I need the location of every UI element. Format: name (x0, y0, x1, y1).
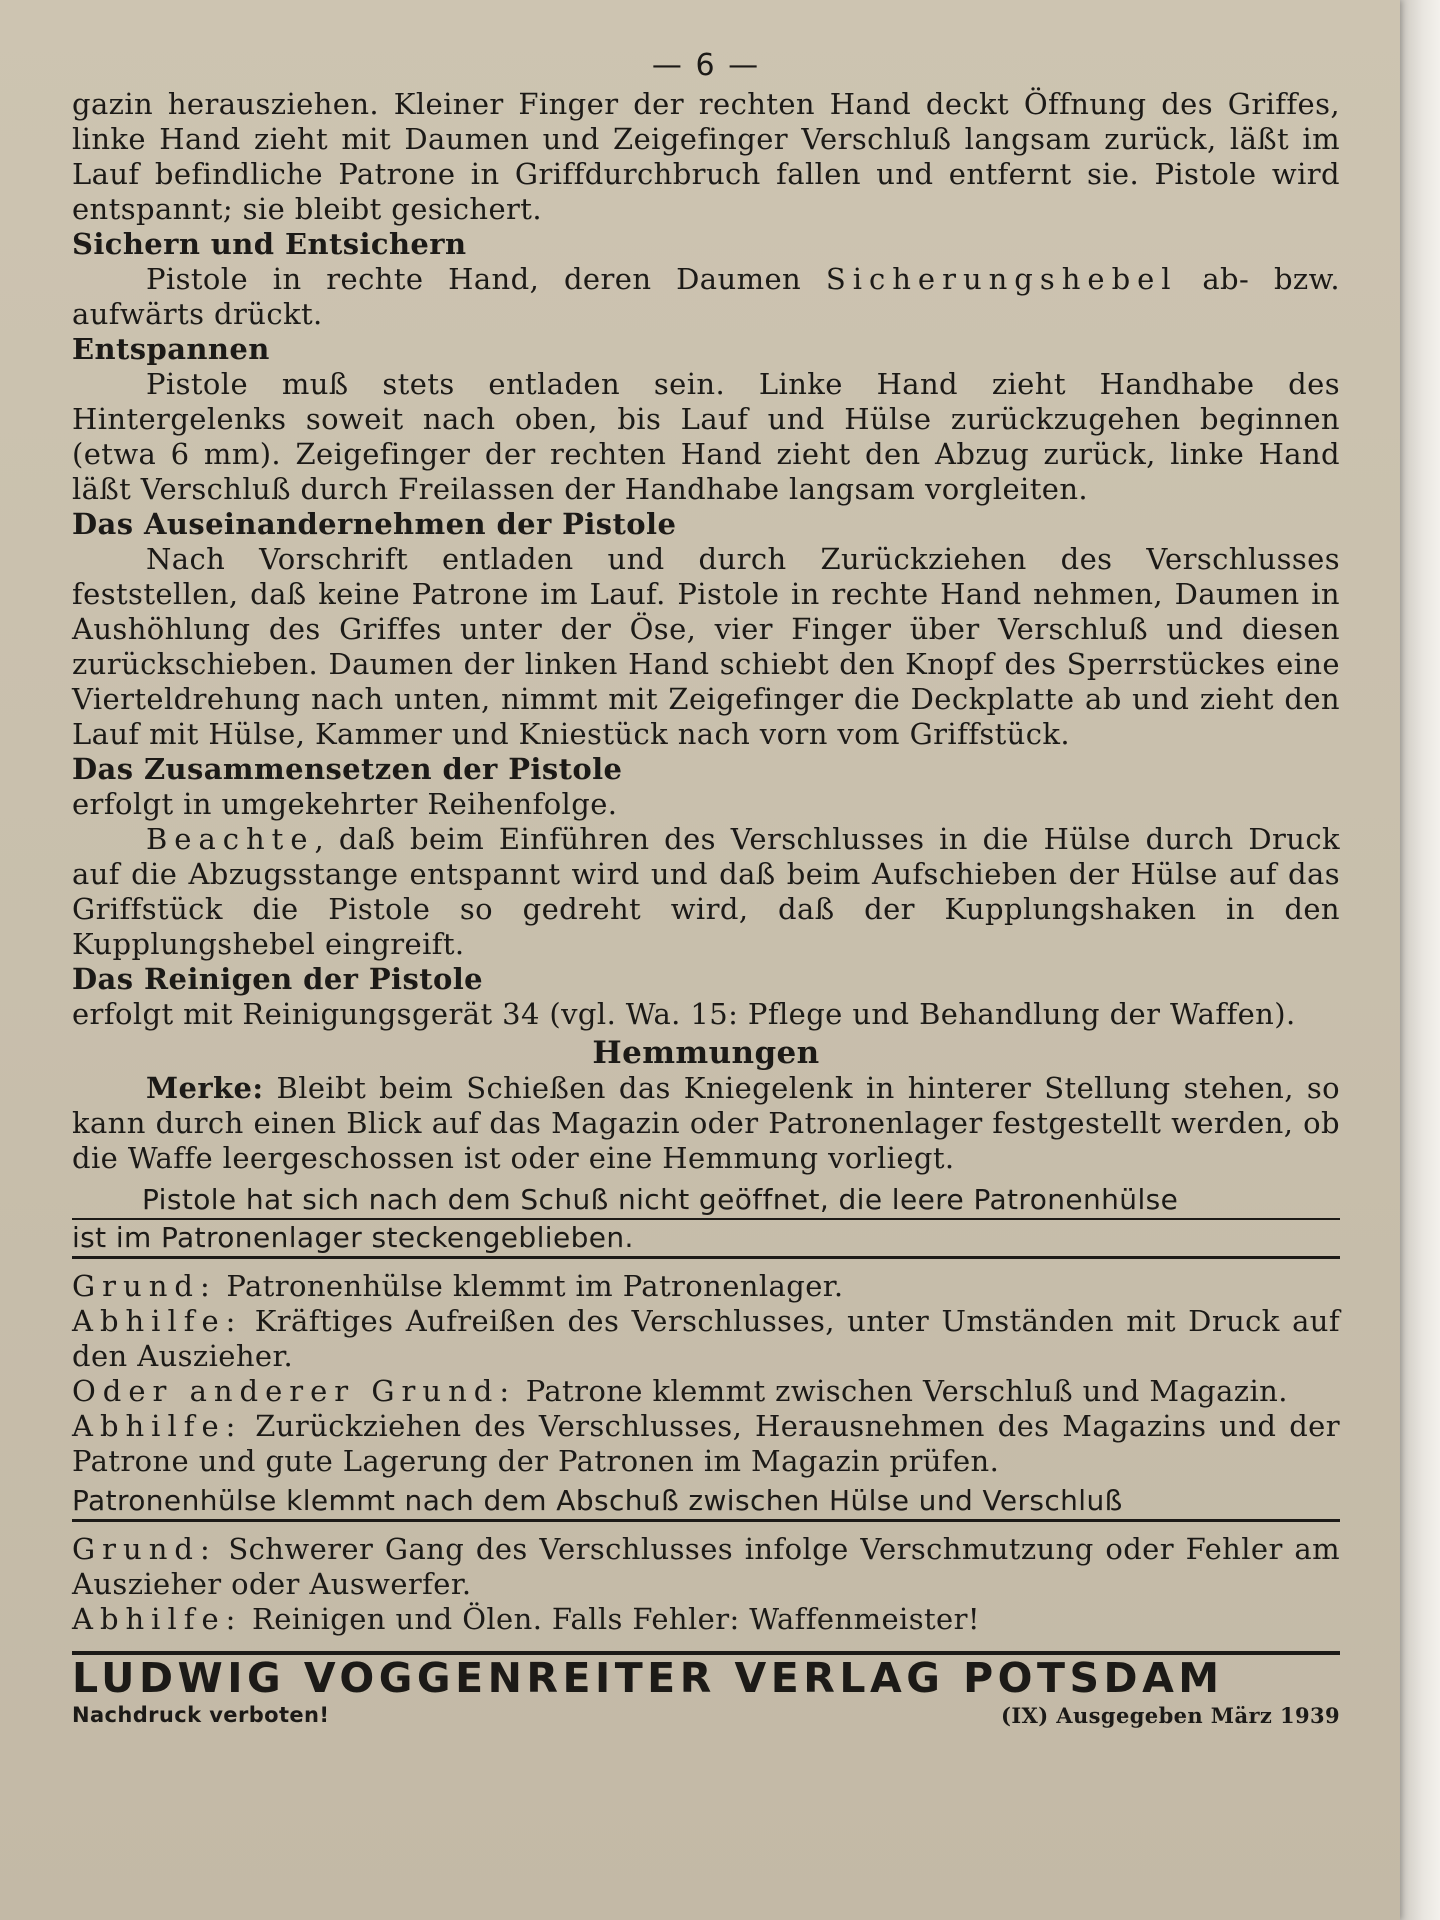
paragraph-zusammensetzen: erfolgt in umgekehrter Reihenfolge. (72, 787, 618, 821)
paragraph-sichern (72, 262, 1340, 332)
paragraph-reinigen: erfolgt mit Reinigungsgerät 34 (vgl. Wa. 15: Pflege und Behandlung der Waffen). (72, 997, 1296, 1031)
heading-sichern: Sichern und Entsichern (72, 227, 467, 261)
paragraph-entspannen: Pistole muß stets entladen sein. Linke Hand zieht Handhabe des Hintergelenks soweit nach oben, bis Lauf und Hülse zurückzugehen beginnen (etwa 6 mm). Zeigefinger der rechten Hand zieht den Abzug zurück, linke Hand läßt Verschluß durch Freilassen der Handhabe langsam vorgleiten. (72, 367, 1340, 506)
paragraph-beachte (72, 822, 1340, 962)
case1-abhilfe (72, 1304, 1340, 1374)
oder-label: Oder anderer Grund: (72, 1374, 517, 1408)
grund-label: Grund: (72, 1269, 217, 1303)
case1-grund (72, 1269, 1340, 1304)
footer-row (72, 1698, 1340, 1733)
heading-auseinandernehmen: Das Auseinandernehmen der Pistole (72, 507, 677, 541)
page-content (72, 48, 1340, 1733)
case1-title-line1: Pistole hat sich nach dem Schuß nicht geöffnet, die leere Patronenhülse (72, 1182, 1340, 1220)
page-number: — 6 — (651, 48, 761, 83)
case1-abhilfe2-text: Zurückziehen des Verschlusses, Herausnehmen des Magazins und der Patrone und gute Lagerung der Patronen im Magazin prüfen. (72, 1409, 1340, 1478)
abhilfe-label-3: Abhilfe: (72, 1602, 243, 1636)
sichern-text-before: Pistole in rechte Hand, deren Daumen (146, 262, 826, 296)
heading-hemmungen: Hemmungen (592, 1035, 820, 1071)
case2-abhilfe-text: Reinigen und Ölen. Falls Fehler: Waffenmeister! (242, 1602, 980, 1636)
reprint-notice: Nachdruck verboten! (72, 1703, 330, 1727)
sichern-text-after: ab- bzw. aufwärts drückt. (72, 262, 1340, 331)
heading-zusammensetzen: Das Zusammensetzen der Pistole (72, 752, 623, 786)
case1-title-line2: ist im Patronenlager steckengeblieben. (72, 1221, 634, 1254)
publisher-name: LUDWIG VOGGENREITER VERLAG POTSDAM (72, 1654, 1224, 1702)
case1-abhilfe-text: Kräftiges Aufreißen des Verschlusses, unter Umständen mit Druck auf den Auszieher. (72, 1304, 1340, 1373)
heading-entspannen: Entspannen (72, 332, 270, 366)
page-shadow-edge (1398, 0, 1440, 1920)
case1-title-box (72, 1182, 1340, 1259)
merke-text: Bleibt beim Schießen das Kniegelenk in hinterer Stellung stehen, so kann durch einen Blick auf das Magazin oder Patronenlager festgestellt werden, ob die Waffe leergeschossen ist oder eine Hemmung vorliegt. (72, 1071, 1340, 1175)
abhilfe-label: Abhilfe: (72, 1304, 243, 1338)
paragraph-merke (72, 1071, 1340, 1176)
grund-label-2: Grund: (72, 1532, 217, 1566)
merke-label: Merke: (146, 1071, 264, 1105)
case1-oder (72, 1374, 1340, 1409)
case1-oder-text: Patrone klemmt zwischen Verschluß und Magazin. (516, 1374, 1288, 1408)
case1-abhilfe2 (72, 1409, 1340, 1479)
case2-grund (72, 1532, 1340, 1602)
abhilfe-label-2: Abhilfe: (72, 1409, 243, 1443)
issue-date: (IX) Ausgegeben März 1939 (1001, 1703, 1340, 1728)
case2-grund-text: Schwerer Gang des Verschlusses infolge Verschmutzung oder Fehler am Auszieher oder Auswerfer. (72, 1532, 1340, 1601)
case2-title: Patronenhülse klemmt nach dem Abschuß zwischen Hülse und Verschluß (72, 1484, 1123, 1517)
beachte-label: Beachte (146, 822, 315, 856)
intro-paragraph: gazin herausziehen. Kleiner Finger der rechten Hand deckt Öffnung des Griffes, linke Hand zieht mit Daumen und Zeigefinger Verschluß langsam zurück, läßt im Lauf befindliche Patrone in Griffdurchbruch fallen und entfernt sie. Pistole wird entspannt; sie bleibt gesichert. (72, 87, 1340, 226)
case2-title-box (72, 1483, 1340, 1522)
paragraph-auseinandernehmen: Nach Vorschrift entladen und durch Zurückziehen des Verschlusses feststellen, daß keine Patrone im Lauf. Pistole in rechte Hand nehmen, Daumen in Aushöhlung des Griffes unter der Öse, vier Finger über Verschluß und diesen zurückschieben. Daumen der linken Hand schiebt den Knopf des Sperrstückes eine Vierteldrehung nach unten, nimmt mit Zeigefinger die Deckplatte ab und zieht den Lauf mit Hülse, Kammer und Kniestück nach vorn vom Griffstück. (72, 542, 1340, 751)
beachte-text: , daß beim Einführen des Verschlusses in die Hülse durch Druck auf die Abzugsstange entspannt wird und daß beim Aufschieben der Hülse auf das Griffstück die Pistole so gedreht wird, daß der Kupplungshaken in den Kupplungshebel eingreift. (72, 822, 1340, 961)
heading-reinigen: Das Reinigen der Pistole (72, 962, 483, 996)
case1-grund-text: Patronenhülse klemmt im Patronenlager. (216, 1269, 844, 1303)
case2-abhilfe (72, 1602, 1340, 1637)
sichern-spaced-word: Sicherungshebel (825, 262, 1178, 296)
